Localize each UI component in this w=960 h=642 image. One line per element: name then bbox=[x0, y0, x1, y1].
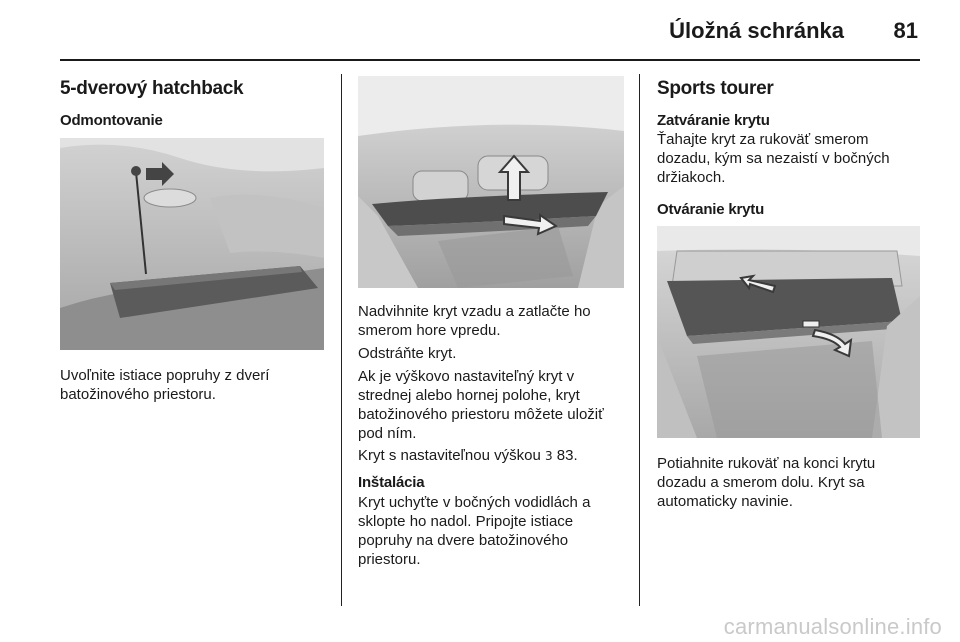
subtitle-removal: Odmontovanie bbox=[60, 112, 163, 129]
figure-strap-release bbox=[60, 138, 324, 350]
text-height-adjustable: Ak je výškovo nastaviteľný kryt v strednej alebo hornej polohe, kryt batožinového priestoru môžete uložiť pod ním. bbox=[358, 368, 604, 442]
page-header bbox=[60, 0, 920, 60]
text-remove-cover: Odstráňte kryt. bbox=[358, 345, 457, 362]
figure-cover-lift bbox=[358, 76, 624, 288]
cross-reference-page: 83. bbox=[556, 447, 578, 464]
cross-reference-label: Kryt s nastaviteľnou výškou bbox=[358, 447, 541, 464]
text-lift-cover: Nadvihnite kryt vzadu a zatlačte ho smerom hore vpredu. bbox=[358, 303, 591, 339]
figure-cover-open bbox=[657, 226, 920, 438]
page-title: Úložná schránka bbox=[669, 18, 844, 43]
subtitle-opening: Otváranie krytu bbox=[657, 201, 765, 218]
section-title-hatchback: 5-dverový hatchback bbox=[60, 78, 244, 99]
watermark: carmanualsonline.info bbox=[723, 614, 942, 639]
text-installation: Kryt uchyťte v bočných vodidlách a sklopte ho nadol. Pripojte istiace popruhy na dvere batožinového priestoru. bbox=[358, 494, 591, 568]
text-cross-reference bbox=[358, 446, 624, 466]
text-opening: Potiahnite rukoväť na konci krytu dozadu a smerom dolu. Kryt sa automaticky navinie. bbox=[657, 455, 876, 510]
caption-strap-release: Uvoľnite istiace popruhy z dverí batožinového priestoru. bbox=[60, 367, 270, 403]
subtitle-closing: Zatváranie krytu bbox=[657, 112, 770, 129]
header-rule bbox=[60, 59, 920, 61]
page-number: 81 bbox=[893, 18, 918, 43]
text-closing: Ťahajte kryt za rukoväť smerom dozadu, kým sa nezaistí v bočných držiakoch. bbox=[657, 131, 890, 186]
subtitle-installation: Inštalácia bbox=[358, 474, 425, 491]
column-divider-right bbox=[639, 74, 640, 606]
column-divider-left bbox=[341, 74, 342, 606]
section-title-sports-tourer: Sports tourer bbox=[657, 78, 774, 99]
page-ref-triangle-icon: 3 bbox=[544, 449, 553, 463]
